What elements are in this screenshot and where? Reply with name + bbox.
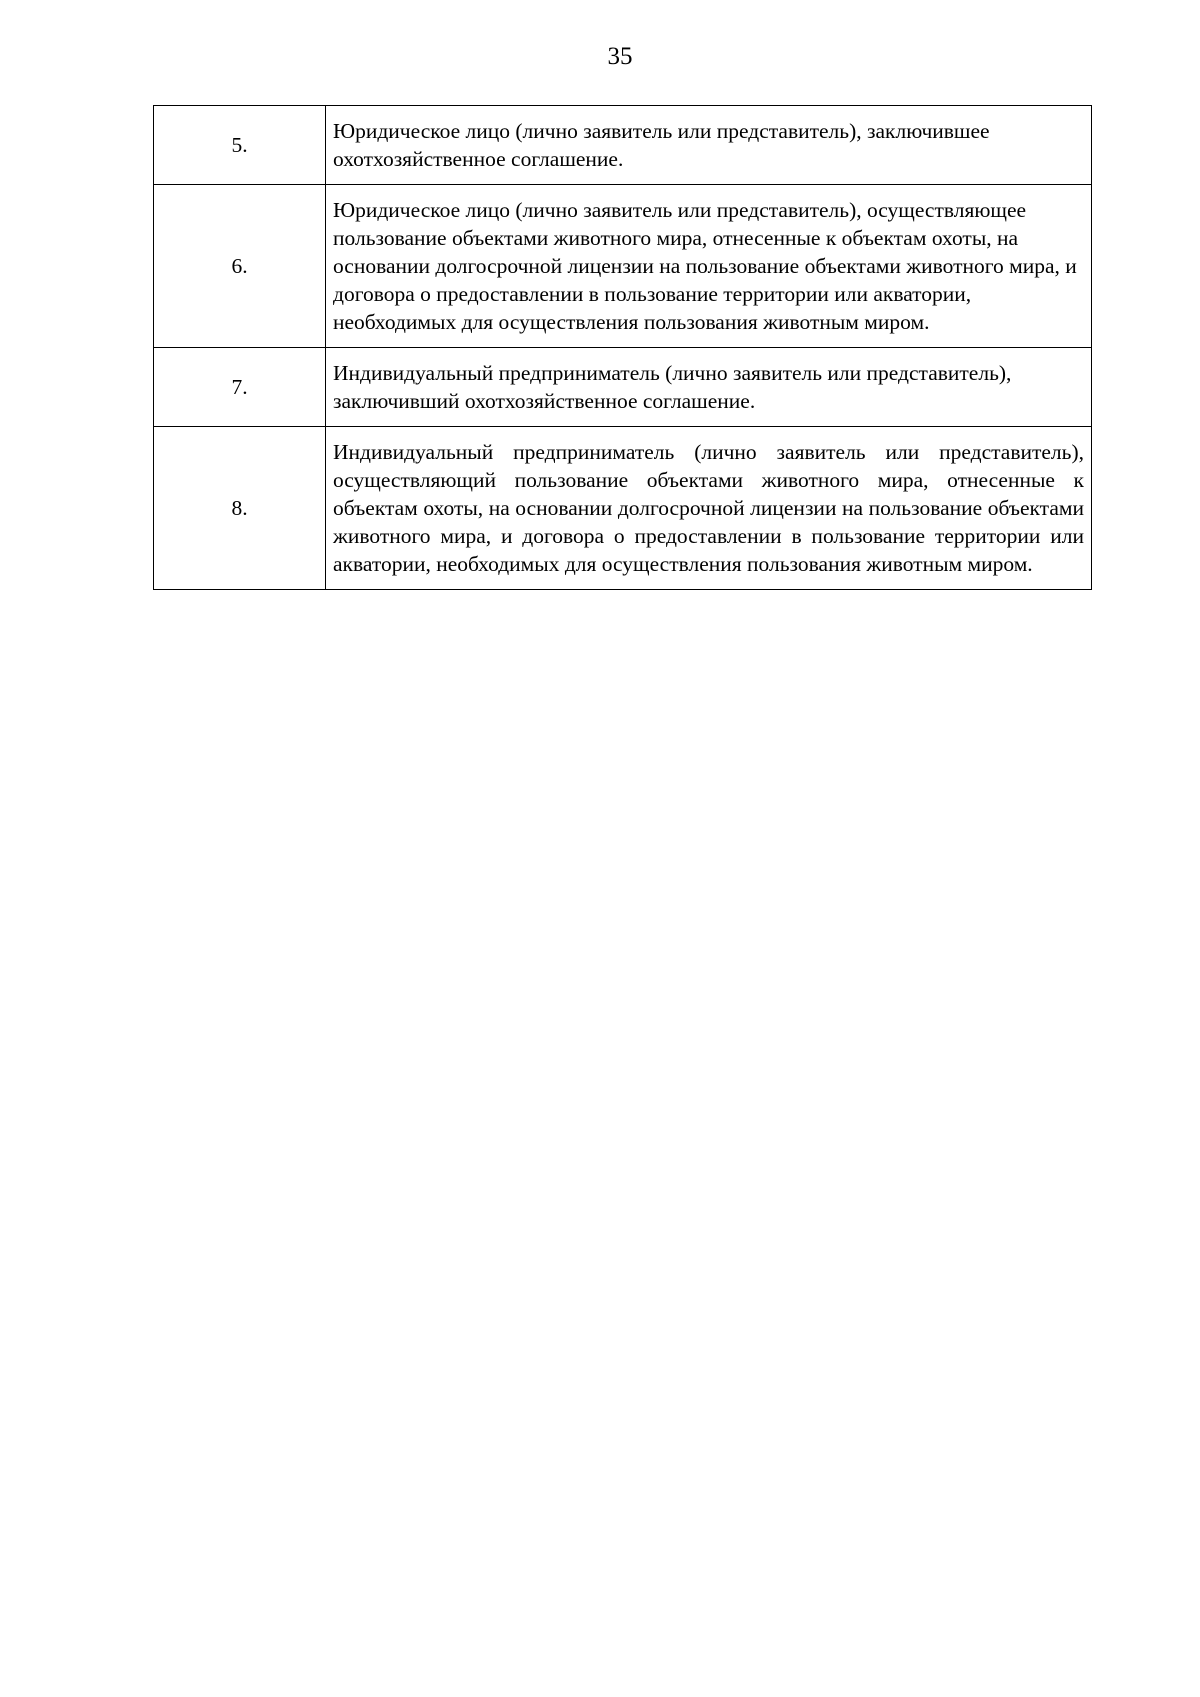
row-number: 6. — [154, 185, 326, 348]
row-description: Индивидуальный предприниматель (лично заявитель или представитель), осуществляющий пользование объектами животного мира, отнесенные к объектам охоты, на основании долгосрочной лицензии на пользование объектами животного мира, и договора о предоставлении в пользование территории или акватории, необходимых для осуществления пользования животным миром. — [326, 427, 1092, 590]
row-description: Индивидуальный предприниматель (лично заявитель или представитель), заключивший охотхозяйственное соглашение. — [326, 348, 1092, 427]
row-number: 7. — [154, 348, 326, 427]
row-number: 5. — [154, 106, 326, 185]
table-row — [154, 348, 1092, 427]
row-description: Юридическое лицо (лично заявитель или представитель), осуществляющее пользование объектами животного мира, отнесенные к объектам охоты, на основании долгосрочной лицензии на пользование объектами животного мира, и договора о предоставлении в пользование территории или акватории, необходимых для осуществления пользования животным миром. — [326, 185, 1092, 348]
applicant-categories-table — [153, 105, 1092, 590]
page-number: 35 — [607, 43, 633, 70]
table-row — [154, 427, 1092, 590]
table-row — [154, 106, 1092, 185]
row-description: Юридическое лицо (лично заявитель или представитель), заключившее охотхозяйственное соглашение. — [326, 106, 1092, 185]
row-number: 8. — [154, 427, 326, 590]
table-row — [154, 185, 1092, 348]
